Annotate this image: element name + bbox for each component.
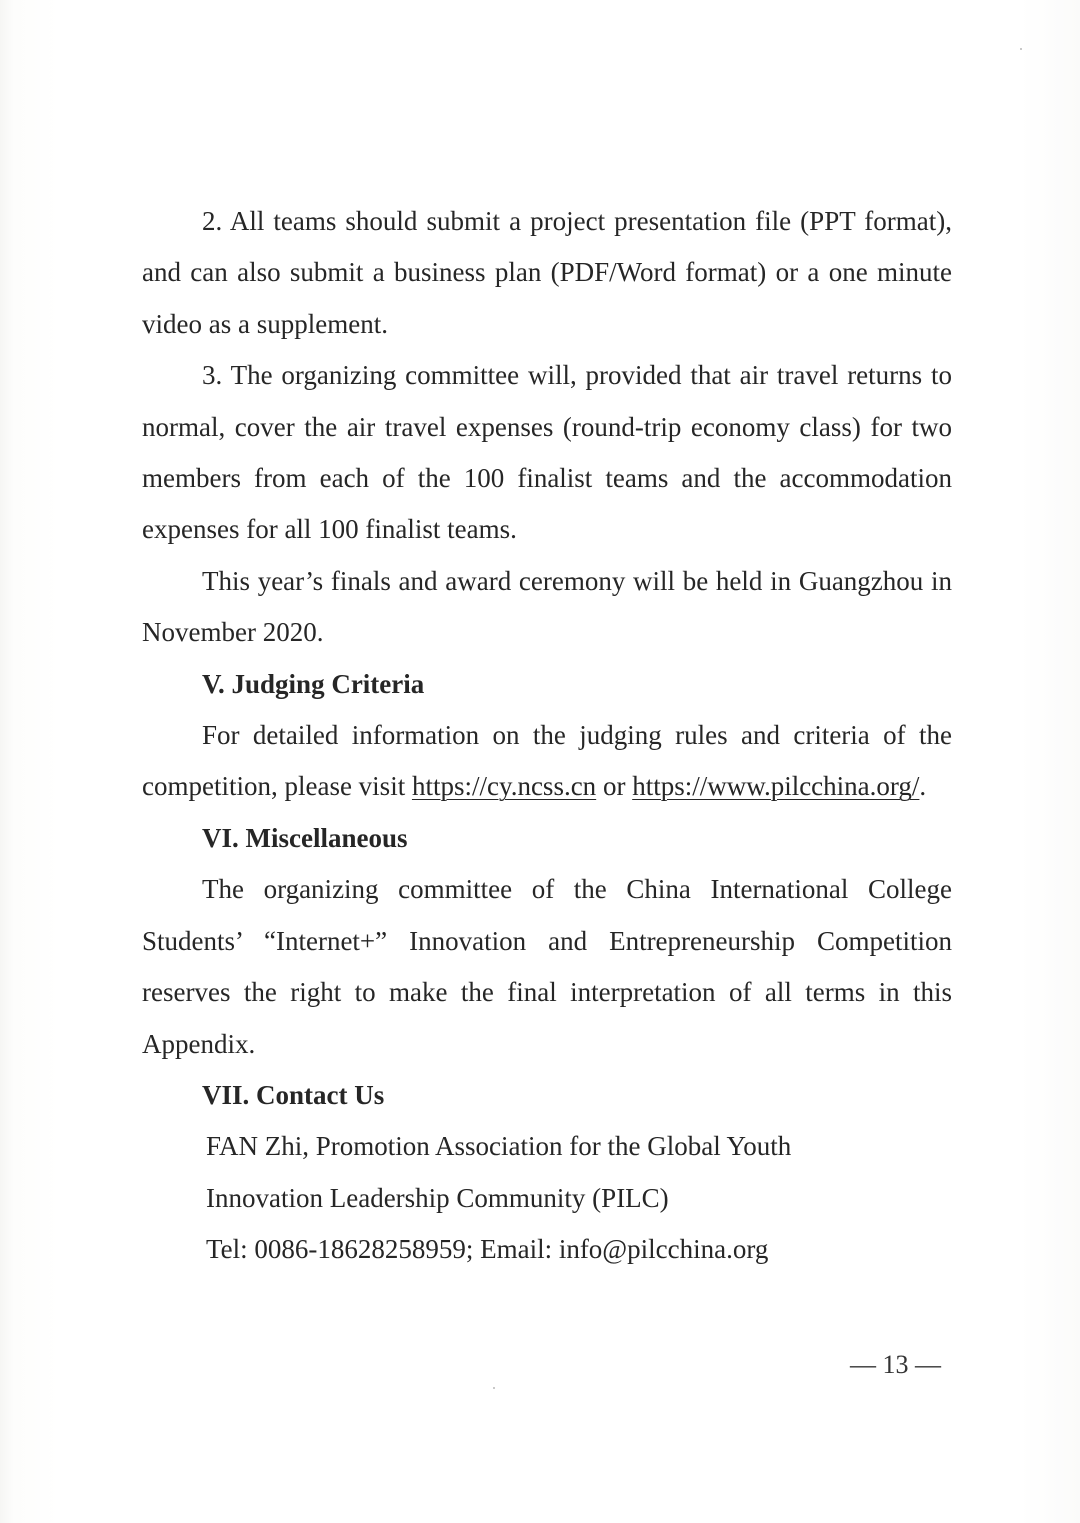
judging-text-between: or xyxy=(596,771,633,802)
judging-text-after: . xyxy=(919,771,927,802)
link-ncss[interactable]: https://cy.ncss.cn xyxy=(411,771,597,802)
link-pilcchina[interactable]: https://www.pilcchina.org/ xyxy=(632,771,920,802)
section-heading-miscellaneous: VI. Miscellaneous xyxy=(202,822,408,853)
paragraph-item-2: 2. All teams should submit a project presentation file (PPT format), and can also submit a business plan (PDF/Word format) or a one minute video as a supplement. xyxy=(142,206,952,339)
page-content xyxy=(142,196,952,1276)
paragraph-miscellaneous: The organizing committee of the China International College Students’ “Internet+” Innovation and Entrepreneurship Competition reserves the right to make the final interpretation of all terms in this Appendix. xyxy=(142,874,952,1059)
contact-line-organization: Innovation Leadership Community (PILC) xyxy=(206,1182,669,1213)
paragraph-judging-criteria xyxy=(142,710,952,813)
judging-text-before: For detailed information on the judging rules and criteria of the competition, please visit xyxy=(142,720,952,802)
paragraph-finals-note: This year’s finals and award ceremony will be held in Guangzhou in November 2020. xyxy=(142,565,952,648)
scan-speck xyxy=(493,1387,495,1389)
section-heading-judging-criteria: V. Judging Criteria xyxy=(202,668,425,699)
section-heading-contact-us: VII. Contact Us xyxy=(202,1079,385,1110)
scan-speck xyxy=(1020,48,1022,50)
paragraph-item-3: 3. The organizing committee will, provided that air travel returns to normal, cover the air travel expenses (round-trip economy class) for two members from each of the 100 finalist teams and the accommodation expenses for all 100 finalist teams. xyxy=(142,360,952,545)
contact-line-name: FAN Zhi, Promotion Association for the Global Youth xyxy=(206,1131,792,1162)
page-number: — 13 — xyxy=(850,1350,941,1379)
contact-line-tel-email: Tel: 0086-18628258959; Email: info@pilcchina.org xyxy=(206,1234,769,1265)
